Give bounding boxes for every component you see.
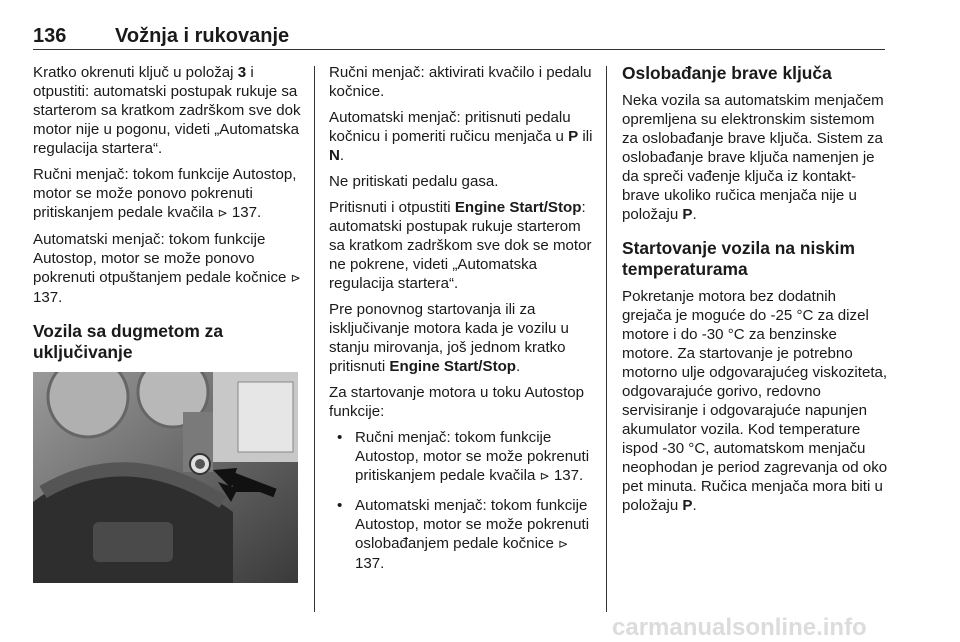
paragraph: Ručni menjač: aktivirati kvačilo i pedalu kočnice. — [329, 64, 592, 100]
dashboard-start-button-photo — [33, 372, 298, 583]
reference-arrow-icon: ⊳ — [539, 469, 550, 483]
page-title: Vožnja i rukovanje — [115, 25, 290, 47]
paragraph: Pokretanje motora bez dodatnih grejača je moguće do -25 °C za dizel motore i do -30 °C za benzinske motore. Za startovanje je potrebno motorno ulje odgovarajućeg viskoziteta, odgovarajuće gorivo, redovno servisiranje i odgovarajuće napunjen akumulator vozila. Kod temperature ispod -30 °C, automatskom menjaču neophodan je period zagrevanja od oko pet minuta. Ručica menjača mora biti u položaju P. — [622, 288, 888, 514]
paragraph: Pritisnuti i otpustiti Engine Start/Stop: automatski postupak rukuje starterom sa kratkom zadrškom sve dok se motor ne pokrene, videti „Automatska regulacija startera“. — [329, 199, 592, 292]
column-3 — [622, 63, 888, 522]
section-heading: Startovanje vozila na niskim temperaturama — [622, 238, 855, 279]
paragraph: Za startovanje motora u toku Autostop funkcije: — [329, 384, 585, 420]
bullet-icon: • — [337, 429, 343, 446]
bullet-list — [329, 428, 593, 573]
column-divider-2 — [606, 66, 607, 612]
paragraph: Pre ponovnog startovanja ili za isključivanje motora kada je vozilu u stanju mirovanja, još jednom kratko pritisnuti Engine Start/Stop. — [329, 301, 569, 375]
column-divider-1 — [314, 66, 315, 612]
reference-arrow-icon: ⊳ — [290, 271, 301, 285]
header-rule — [33, 49, 885, 50]
paragraph: Automatski menjač: pritisnuti pedalu kočnicu i pomeriti ručicu menjača u P ili N. — [329, 109, 593, 164]
page-number: 136 — [33, 25, 67, 47]
list-item: • Ručni menjač: tokom funkcije Autostop, motor se može pokrenuti pritiskanjem pedale kvačila ⊳ 137. — [337, 429, 590, 484]
reference-arrow-icon: ⊳ — [217, 206, 228, 220]
page-link[interactable]: 137. — [231, 204, 262, 221]
section-heading: Vozila sa dugmetom za uključivanje — [33, 321, 224, 362]
column-1 — [33, 63, 303, 370]
paragraph: Ne pritiskati pedalu gasa. — [329, 173, 499, 190]
paragraph: Kratko okrenuti ključ u položaj 3 i otpustiti: automatski postupak rukuje sa starterom sa kratkom zadrškom sve dok motor nije u pogonu, videti „Automatska regulacija startera“. — [33, 64, 301, 157]
reference-arrow-icon: ⊳ — [558, 537, 569, 551]
paragraph: Automatski menjač: tokom funkcije Autostop, motor se može ponovo pokrenuti otpuštanjem pedale kočnice ⊳ 137. — [33, 231, 301, 306]
list-item: • Automatski menjač: tokom funkcije Autostop, motor se može pokrenuti oslobađanjem pedale kočnice ⊳ 137. — [337, 497, 590, 572]
watermark: carmanualsonline.info — [612, 614, 867, 641]
column-2 — [329, 63, 593, 583]
page-link[interactable]: 137. — [553, 467, 584, 484]
paragraph: Neka vozila sa automatskim menjačem opremljena su elektronskim sistemom za oslobađanje brave ključa. Sistem za oslobađanje brave ključa namenjen je da spreči vađenje ključa iz kontakt-brave ukoliko ručica menjača nije u položaju P. — [622, 92, 884, 223]
page-link[interactable]: 137. — [33, 289, 63, 306]
paragraph: Ručni menjač: tokom funkcije Autostop, motor se može ponovo pokrenuti pritiskanjem pedale kvačila ⊳ 137. — [33, 166, 297, 221]
page-link[interactable]: 137. — [355, 555, 385, 572]
bullet-icon: • — [337, 497, 343, 514]
section-heading: Oslobađanje brave ključa — [622, 63, 832, 83]
